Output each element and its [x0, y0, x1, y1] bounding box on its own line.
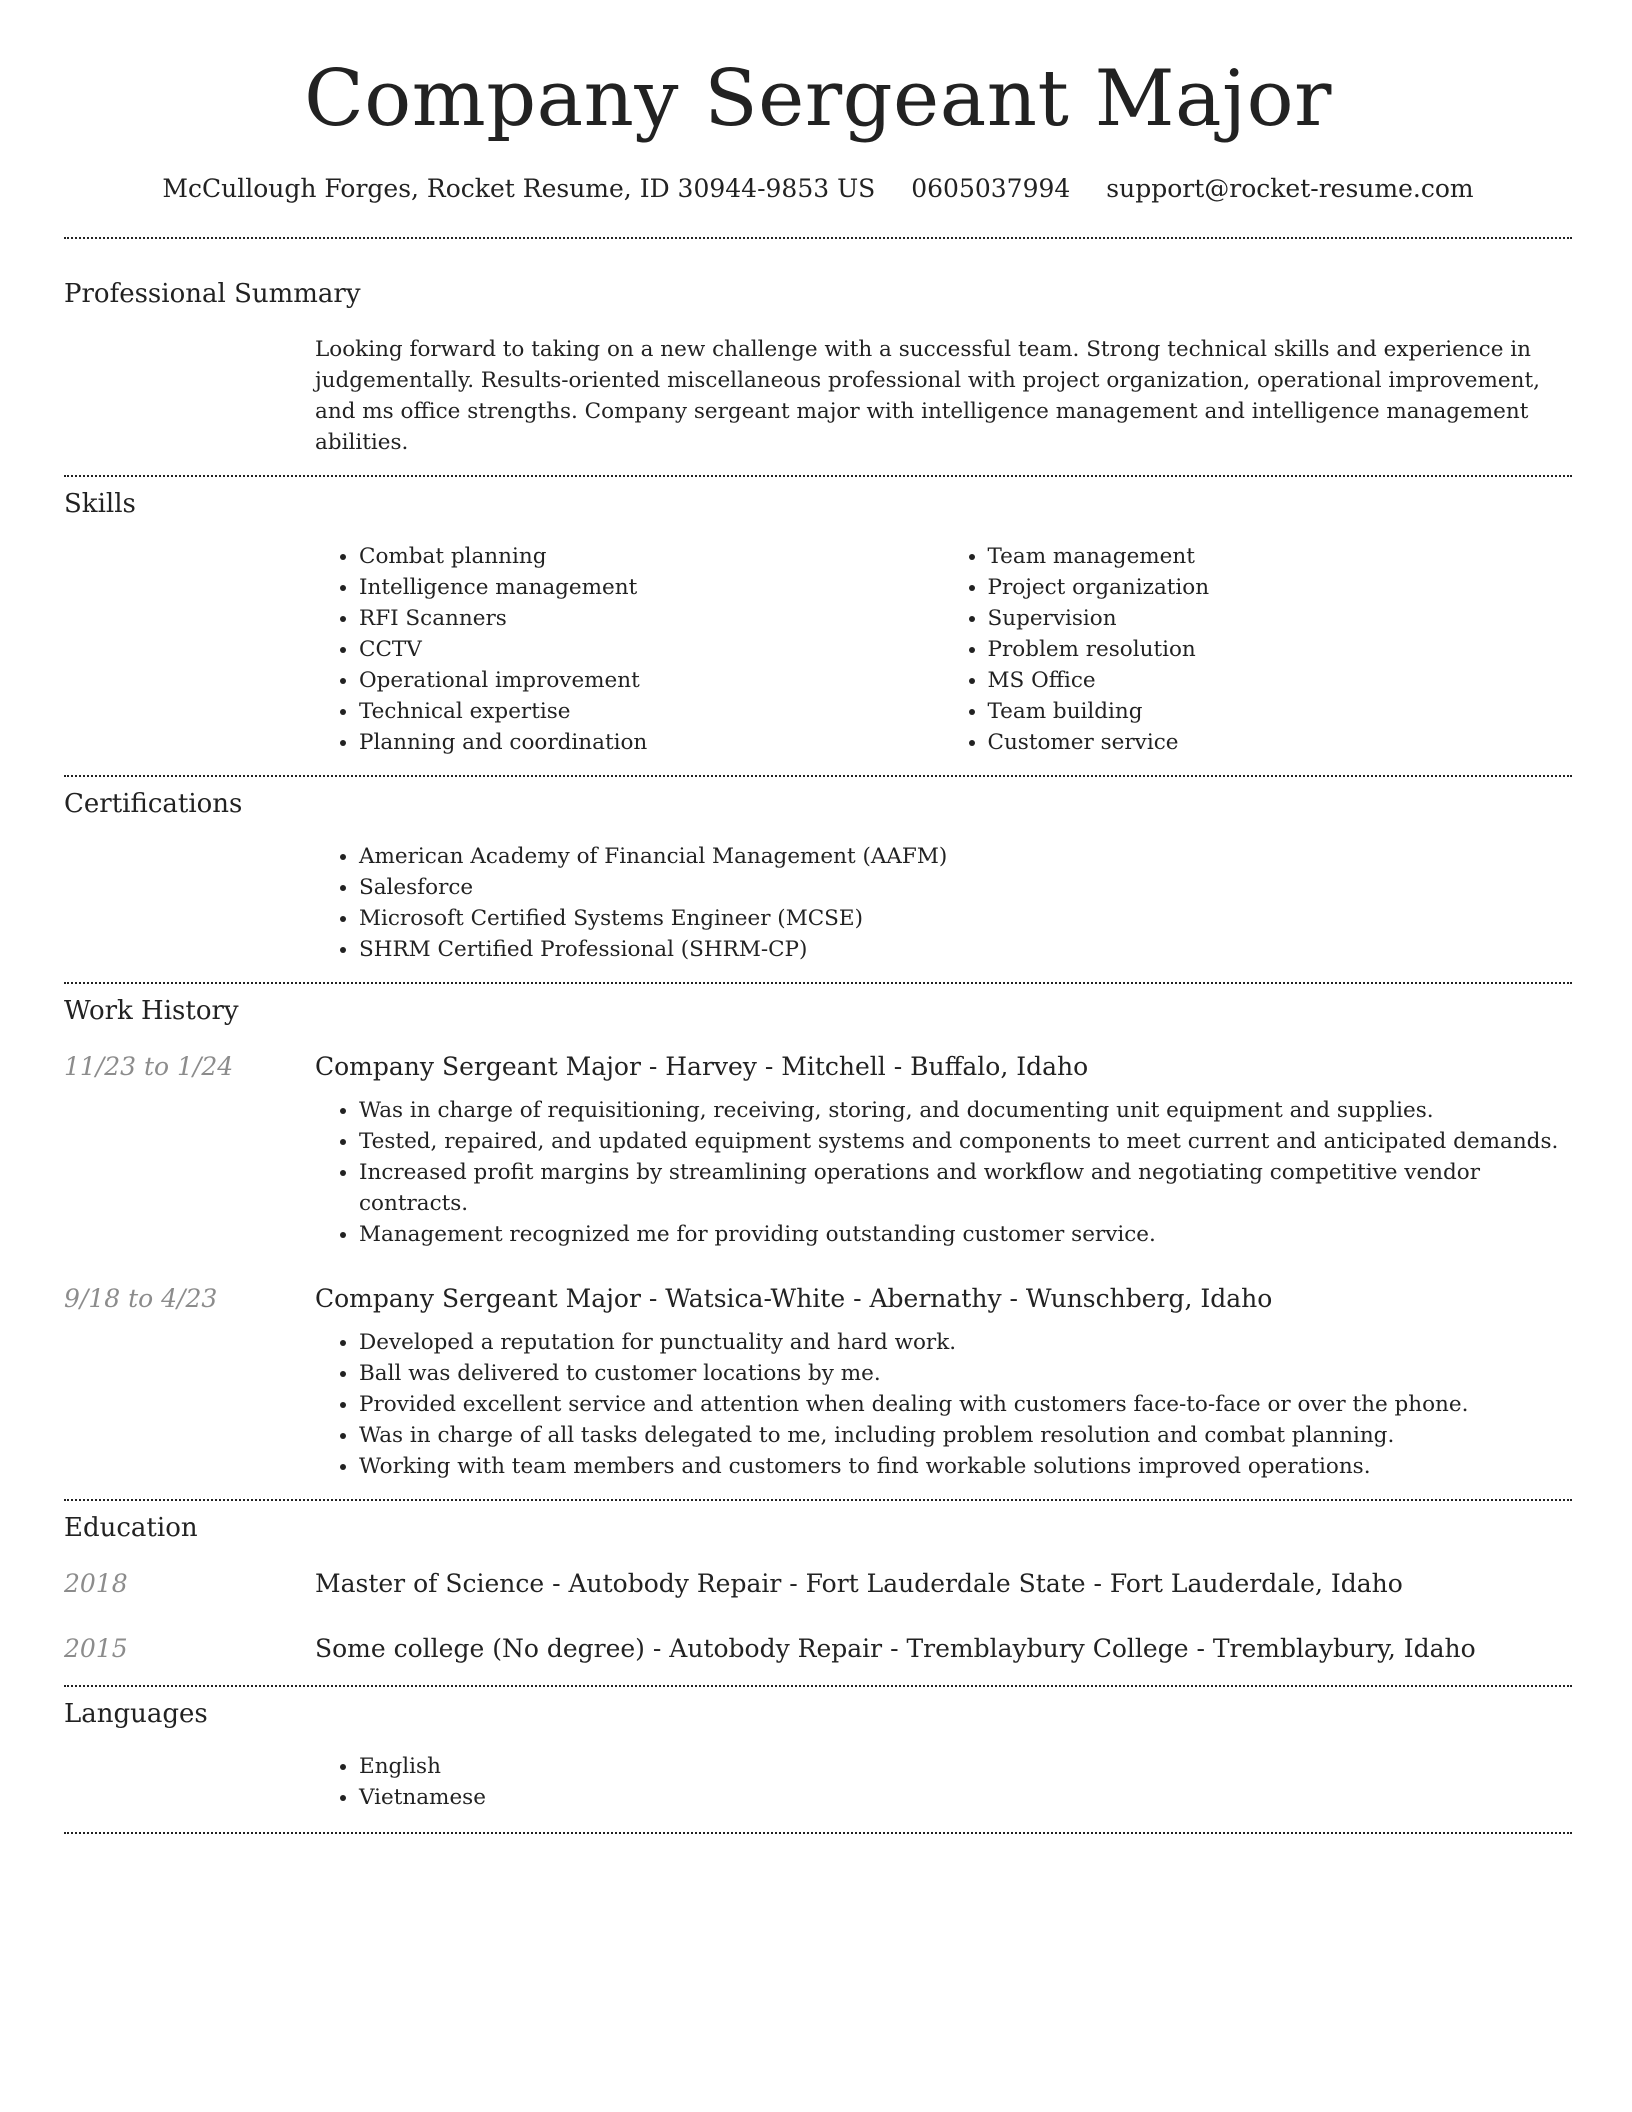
education-entry: [64, 1569, 1572, 1598]
education-title: Master of Science - Autobody Repair - Fort Lauderdale State - Fort Lauderdale, Idaho: [315, 1569, 1403, 1598]
section-title-summary: Professional Summary: [64, 279, 361, 309]
job-title: Company Sergeant Major - Watsica-White - Abernathy - Wunschberg, Idaho: [315, 1284, 1273, 1313]
section-title-work: Work History: [64, 996, 239, 1026]
list-item: • Supervision: [988, 603, 1573, 634]
list-item: • Ball was delivered to customer locations by me.: [359, 1358, 1572, 1389]
list-item: • American Academy of Financial Management (AAFM): [359, 841, 1572, 872]
resume-page: [64, 0, 1572, 1834]
list-item: • Salesforce: [359, 872, 1572, 903]
list-item: • Planning and coordination: [359, 727, 944, 758]
candidate-name: Company Sergeant Major: [304, 54, 1332, 144]
list-item: • Increased profit margins by streamlining operations and workflow and negotiating competitive vendor contracts.: [359, 1157, 1572, 1219]
job-date: 11/23 to 1/24: [64, 1052, 234, 1081]
divider: [64, 1685, 1572, 1687]
skills-column-right: [944, 541, 1573, 758]
list-item: • Working with team members and customers to find workable solutions improved operations.: [359, 1451, 1572, 1482]
list-item: • Intelligence management: [359, 572, 944, 603]
contact-line: [64, 174, 1572, 203]
list-item: • Developed a reputation for punctuality and hard work.: [359, 1327, 1572, 1358]
skills-column-left: [315, 541, 944, 758]
list-item: • Microsoft Certified Systems Engineer (MCSE): [359, 903, 1572, 934]
list-item: • Project organization: [988, 572, 1573, 603]
list-item: • Provided excellent service and attention when dealing with customers face-to-face or over the phone.: [359, 1389, 1572, 1420]
education-date: 2018: [64, 1569, 128, 1598]
list-item: • MS Office: [988, 665, 1573, 696]
list-item: • Team building: [988, 696, 1573, 727]
job-bullets: [315, 1095, 1572, 1250]
list-item: • Combat planning: [359, 541, 944, 572]
phone: 0605037994: [911, 174, 1071, 203]
list-item: • Tested, repaired, and updated equipment systems and components to meet current and anticipated demands.: [359, 1126, 1572, 1157]
languages-list: [315, 1751, 1572, 1813]
job-bullets: [315, 1327, 1572, 1482]
list-item: • Operational improvement: [359, 665, 944, 696]
list-item: • English: [359, 1751, 1572, 1782]
section-title-education: Education: [64, 1513, 198, 1543]
education-entry: [64, 1634, 1572, 1663]
section-title-languages: Languages: [64, 1699, 208, 1729]
divider: [64, 775, 1572, 777]
list-item: • CCTV: [359, 634, 944, 665]
address: McCullough Forges, Rocket Resume, ID 30944-9853 US: [162, 174, 876, 203]
summary-text: Looking forward to taking on a new challenge with a successful team. Strong technical skills and experience in judgementally. Results-oriented miscellaneous professional with project organization, operational improvement, and ms office strengths. Company sergeant major with intelligence management and intelligence management abilities.: [315, 337, 1540, 455]
email[interactable]: support@rocket-resume.com: [1106, 174, 1474, 203]
job-entry: [64, 1284, 1572, 1313]
divider: [64, 1499, 1572, 1501]
list-item: • Vietnamese: [359, 1782, 1572, 1813]
list-item: • Technical expertise: [359, 696, 944, 727]
list-item: • Management recognized me for providing outstanding customer service.: [359, 1219, 1572, 1250]
section-title-skills: Skills: [64, 489, 136, 519]
divider: [64, 982, 1572, 984]
list-item: • Problem resolution: [988, 634, 1573, 665]
list-item: • SHRM Certified Professional (SHRM-CP): [359, 934, 1572, 965]
job-date: 9/18 to 4/23: [64, 1284, 218, 1313]
certifications-list: [315, 841, 1572, 965]
list-item: • Was in charge of all tasks delegated to me, including problem resolution and combat planning.: [359, 1420, 1572, 1451]
divider: [64, 1832, 1572, 1834]
divider: [64, 237, 1572, 239]
job-title: Company Sergeant Major - Harvey - Mitchell - Buffalo, Idaho: [315, 1052, 1089, 1081]
list-item: • RFI Scanners: [359, 603, 944, 634]
list-item: • Customer service: [988, 727, 1573, 758]
list-item: • Team management: [988, 541, 1573, 572]
divider: [64, 475, 1572, 477]
job-entry: [64, 1052, 1572, 1081]
education-date: 2015: [64, 1634, 128, 1663]
list-item: • Was in charge of requisitioning, receiving, storing, and documenting unit equipment and supplies.: [359, 1095, 1572, 1126]
skills-list: [315, 541, 1572, 758]
education-title: Some college (No degree) - Autobody Repair - Tremblaybury College - Tremblaybury, Idaho: [315, 1634, 1476, 1663]
section-title-certifications: Certifications: [64, 789, 243, 819]
